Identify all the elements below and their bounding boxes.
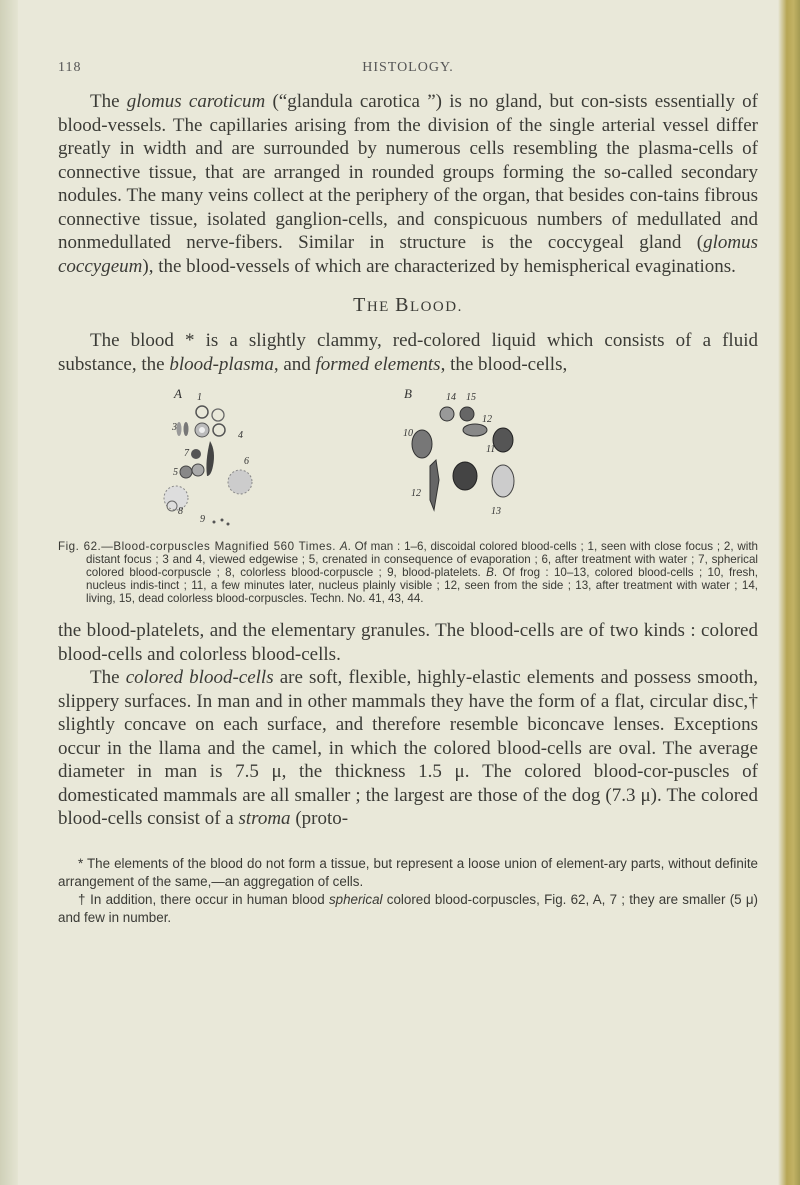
fig-label: 13 xyxy=(491,506,501,517)
italic-term: blood-plasma xyxy=(169,353,274,375)
caption-text-b: . Of frog : 10–13, colored blood-cells ; 10, fresh, nucleus indis-tinct ; 11, a few minutes later, nucleus plainly visible ; 12, seen from the side ; 13, after treatment with water ; 14, living, 15, dead colorless blood-corpuscles. Techn. No. 41, 43, 44. xyxy=(86,566,758,605)
text-run: (“glandula carotica ”) is no gland, but con-sists essentially of blood-vessels. The capillaries arising from the division of the single arterial vessel differ greatly in width and are surrounded by numerous cells resembling the plasma-cells of connective tissue, that are arranged in rounded groups forming the so-called secondary nodules. The many veins collect at the periphery of the organ, that besides con-tains fibrous connective tissue, isolated ganglion-cells, and conspicuous numbers of medullated and nonmedullated nerve-fibers. Similar in structure is the coccygeal gland ( xyxy=(58,91,758,253)
text-run: (proto- xyxy=(290,808,349,829)
corpuscle-5-center xyxy=(199,427,205,433)
caption-title: Fig. 62.—Blood-corpuscles Magnified 560 Times. xyxy=(58,540,337,553)
crenated-cell xyxy=(192,464,204,476)
running-title: HISTOLOGY. xyxy=(362,60,454,75)
footnotes xyxy=(58,855,758,927)
figure-caption xyxy=(58,540,758,605)
corpuscle-10 xyxy=(412,430,432,458)
page-edge xyxy=(778,0,800,1185)
colorless-corpuscle xyxy=(164,486,188,510)
corpuscle-3 xyxy=(177,422,182,436)
platelet xyxy=(213,521,216,524)
italic-term: stroma xyxy=(238,808,291,829)
fig-label: 8 xyxy=(178,506,183,517)
caption-text-a: . Of man : 1–6, discoidal colored blood-cells ; 1, seen with close focus ; 2, with distant focus ; 3 and 4, viewed edgewise ; 5, crenated in consequence of evaporation ; 6, after treatment with water ; 7, spherical colored blood-corpuscle ; 8, colorless blood-corpuscle ; 9, blood-platelets. xyxy=(86,540,759,579)
fig-label: 3 xyxy=(172,422,177,433)
corpuscle-edge xyxy=(206,441,214,476)
crenated-cell xyxy=(180,466,192,478)
panel-a-label: A xyxy=(174,386,182,401)
figure-blood-corpuscles xyxy=(58,386,758,536)
fig-label: 4 xyxy=(238,430,243,441)
fig-label: 1 xyxy=(197,392,202,403)
corpuscle-7 xyxy=(191,449,201,459)
fig-label: 5 xyxy=(173,467,178,478)
corpuscle-water xyxy=(492,465,514,497)
paragraph-colored-cells xyxy=(58,666,758,831)
paragraph-glomus xyxy=(58,90,758,278)
corpuscle-14 xyxy=(440,407,454,421)
panel-b-label: B xyxy=(404,386,412,401)
text-run: † In addition, there occur in human blood xyxy=(78,891,329,907)
corpuscle-4 xyxy=(184,422,189,436)
swollen-cell xyxy=(228,470,252,494)
fig-label: 9 xyxy=(200,514,205,525)
fig-label: 14 xyxy=(446,392,456,403)
caption-panel-a: A xyxy=(339,540,348,553)
italic-term: formed elements xyxy=(315,353,441,375)
footnote-2 xyxy=(58,891,758,927)
italic-term: spherical xyxy=(328,891,383,907)
text-run: ), the blood-vessels of which are characterized by hemispherical evaginations. xyxy=(142,255,736,277)
caption-panel-b: B xyxy=(486,566,494,579)
text-run: The xyxy=(90,91,127,112)
figure-illustration xyxy=(58,386,758,536)
italic-term: glomus caroticum xyxy=(126,91,266,112)
corpuscle-11 xyxy=(493,428,513,452)
heading-cap: T xyxy=(353,294,367,316)
corpuscle-2 xyxy=(212,409,224,421)
fig-label: 11 xyxy=(486,444,496,455)
platelet xyxy=(227,523,230,526)
corpuscle-12 xyxy=(463,424,487,436)
text-run: The xyxy=(90,667,126,688)
corpuscle-1 xyxy=(196,406,208,418)
text-run: colored blood-corpuscles, Fig. 62, A, 7 ; they are smaller (5 μ) and few in number. xyxy=(58,891,758,925)
fig-label: 10 xyxy=(403,428,413,439)
page-number: 118 xyxy=(58,60,82,75)
paragraph-blood xyxy=(58,329,758,376)
corpuscle-6 xyxy=(213,424,225,436)
fig-label: 12 xyxy=(482,414,492,425)
book-spine-shadow xyxy=(0,0,18,1185)
text-run: , and xyxy=(273,353,316,375)
italic-term: colored blood-cells xyxy=(125,667,274,688)
fig-label: 6 xyxy=(244,456,249,467)
fig-label: 12 xyxy=(411,488,421,499)
text-run: The blood * is a slightly clammy, red-colored liquid which consists of a fluid substance, the xyxy=(58,330,758,375)
section-heading xyxy=(58,294,758,317)
italic-term: glomus coccygeum xyxy=(58,232,758,277)
corpuscle-side xyxy=(430,460,439,510)
heading-smallcaps: HE xyxy=(366,299,396,315)
paragraph-platelets: the blood-platelets, and the elementary granules. The blood-cells are of two kinds : colored blood-cells and colorless blood-cells. xyxy=(58,620,758,665)
heading-smallcaps: LOOD. xyxy=(409,299,463,315)
heading-cap: B xyxy=(395,294,410,316)
fig-label: 7 xyxy=(184,448,189,459)
corpuscle-13 xyxy=(453,462,477,490)
running-header xyxy=(58,60,758,82)
fig-label: 15 xyxy=(466,392,476,403)
book-page xyxy=(58,60,758,927)
text-run: are soft, flexible, highly-elastic elements and possess smooth, slippery surfaces. In man and in other mammals they have the form of a flat, circular disc,† slightly concave on each surface, and therefore resemble biconcave lenses. Exceptions occur in the llama and the camel, in which the colored blood-cells are oval. The average diameter in man is 7.5 μ, the thickness 1.5 μ. The colored blood-cor-puscles of domesticated mammals are all smaller ; the largest are those of the dog (7.3 μ). The colored blood-cells consist of a xyxy=(58,667,759,829)
platelet xyxy=(221,519,224,522)
footnote-1: * The elements of the blood do not form a tissue, but represent a loose union of element-ary parts, without definite arrangement of the same,—an aggregation of cells. xyxy=(58,855,758,889)
text-run: , the blood-cells, xyxy=(440,353,568,375)
corpuscle-15 xyxy=(460,407,474,421)
